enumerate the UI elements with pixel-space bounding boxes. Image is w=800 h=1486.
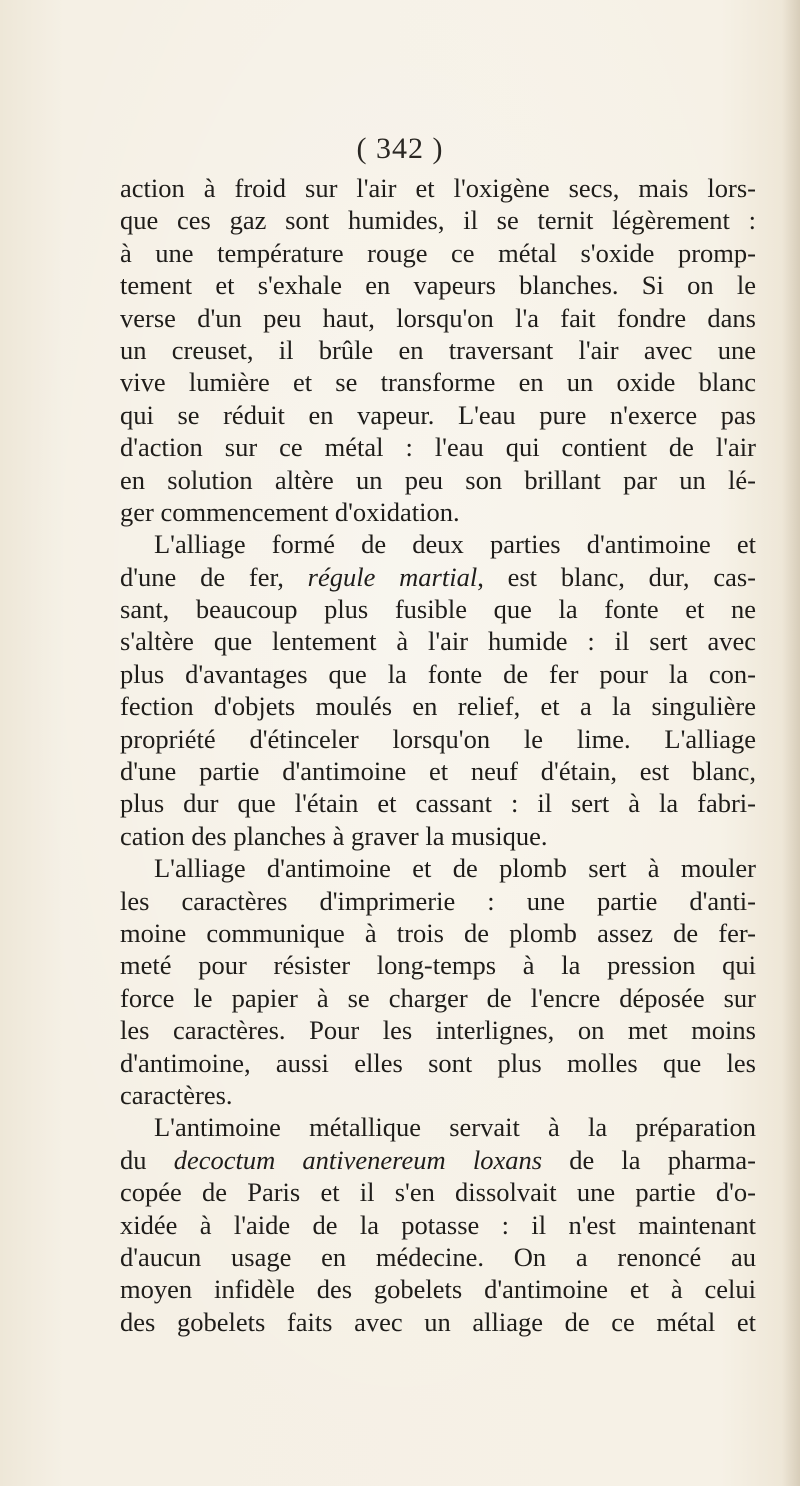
text-segment: , est blanc, dur, cas- (477, 561, 756, 592)
text-line: plus d'avantages que la fonte de fer pour la con- (120, 658, 756, 689)
text-line (120, 1144, 756, 1176)
text-line: d'action sur ce métal : l'eau qui contient de l'air (120, 432, 756, 463)
text-line: un creuset, il brûle en traversant l'air avec une (120, 334, 756, 365)
text-line: plus dur que l'étain et cassant : il sert à la fabri- (120, 788, 756, 819)
text-line: que ces gaz sont humides, il se ternit légèrement : (120, 205, 756, 236)
text-line: L'alliage d'antimoine et de plomb sert à mouler (154, 853, 756, 884)
text-segment: du (120, 1144, 174, 1175)
text-line: copée de Paris et il s'en dissolvait une partie d'o- (120, 1177, 756, 1208)
text-line: d'une partie d'antimoine et neuf d'étain, est blanc, (120, 756, 756, 787)
text-line: meté pour résister long-temps à la pression qui (120, 950, 756, 981)
text-line: moine communique à trois de plomb assez de fer- (120, 917, 756, 948)
text-line: moyen infidèle des gobelets d'antimoine et à celui (120, 1274, 756, 1305)
text-line: d'antimoine, aussi elles sont plus molles que les (120, 1047, 756, 1078)
page-edge-shadow (782, 0, 800, 1486)
text-line: force le papier à se charger de l'encre déposée sur (120, 982, 756, 1013)
text-line: L'alliage formé de deux parties d'antimoine et (154, 529, 756, 560)
page-number: ( 342 ) (356, 132, 444, 165)
text-line: xidée à l'aide de la potasse : il n'est maintenant (120, 1209, 756, 1240)
text-line: L'antimoine métallique servait à la préparation (154, 1112, 756, 1143)
text-line: d'aucun usage en médecine. On a renoncé au (120, 1241, 756, 1272)
text-line: s'altère que lentement à l'air humide : il sert avec (120, 626, 756, 657)
text-line: propriété d'étinceler lorsqu'on le lime. L'alliage (120, 723, 756, 754)
text-line: tement et s'exhale en vapeurs blanches. Si on le (120, 270, 756, 301)
text-line: caractères. (120, 1079, 233, 1110)
text-line: ger commencement d'oxidation. (120, 496, 460, 527)
text-line: des gobelets faits avec un alliage de ce métal et (120, 1306, 756, 1337)
italic-term: régule martial (307, 561, 478, 592)
text-line: cation des planches à graver la musique. (120, 820, 548, 851)
text-line: qui se réduit en vapeur. L'eau pure n'exerce pas (120, 399, 756, 430)
text-line: les caractères. Pour les interlignes, on met moins (120, 1015, 756, 1046)
text-line: verse d'un peu haut, lorsqu'on l'a fait fondre dans (120, 302, 756, 333)
text-line: les caractères d'imprimerie : une partie d'anti- (120, 885, 756, 916)
italic-term: decoctum antivenereum loxans (173, 1144, 543, 1175)
text-line: en solution altère un peu son brillant par un lé- (120, 464, 756, 495)
text-segment: d'une de fer, (120, 561, 308, 592)
text-segment: de la pharma- (542, 1144, 756, 1175)
text-line (120, 561, 756, 593)
text-line: vive lumière et se transforme en un oxide blanc (120, 367, 756, 398)
text-line: sant, beaucoup plus fusible que la fonte et ne (120, 594, 756, 625)
body-text (120, 172, 756, 1338)
text-line: à une température rouge ce métal s'oxide promp- (120, 237, 756, 268)
text-line: fection d'objets moulés en relief, et a la singulière (120, 691, 756, 722)
text-line: action à froid sur l'air et l'oxigène secs, mais lors- (120, 173, 756, 203)
